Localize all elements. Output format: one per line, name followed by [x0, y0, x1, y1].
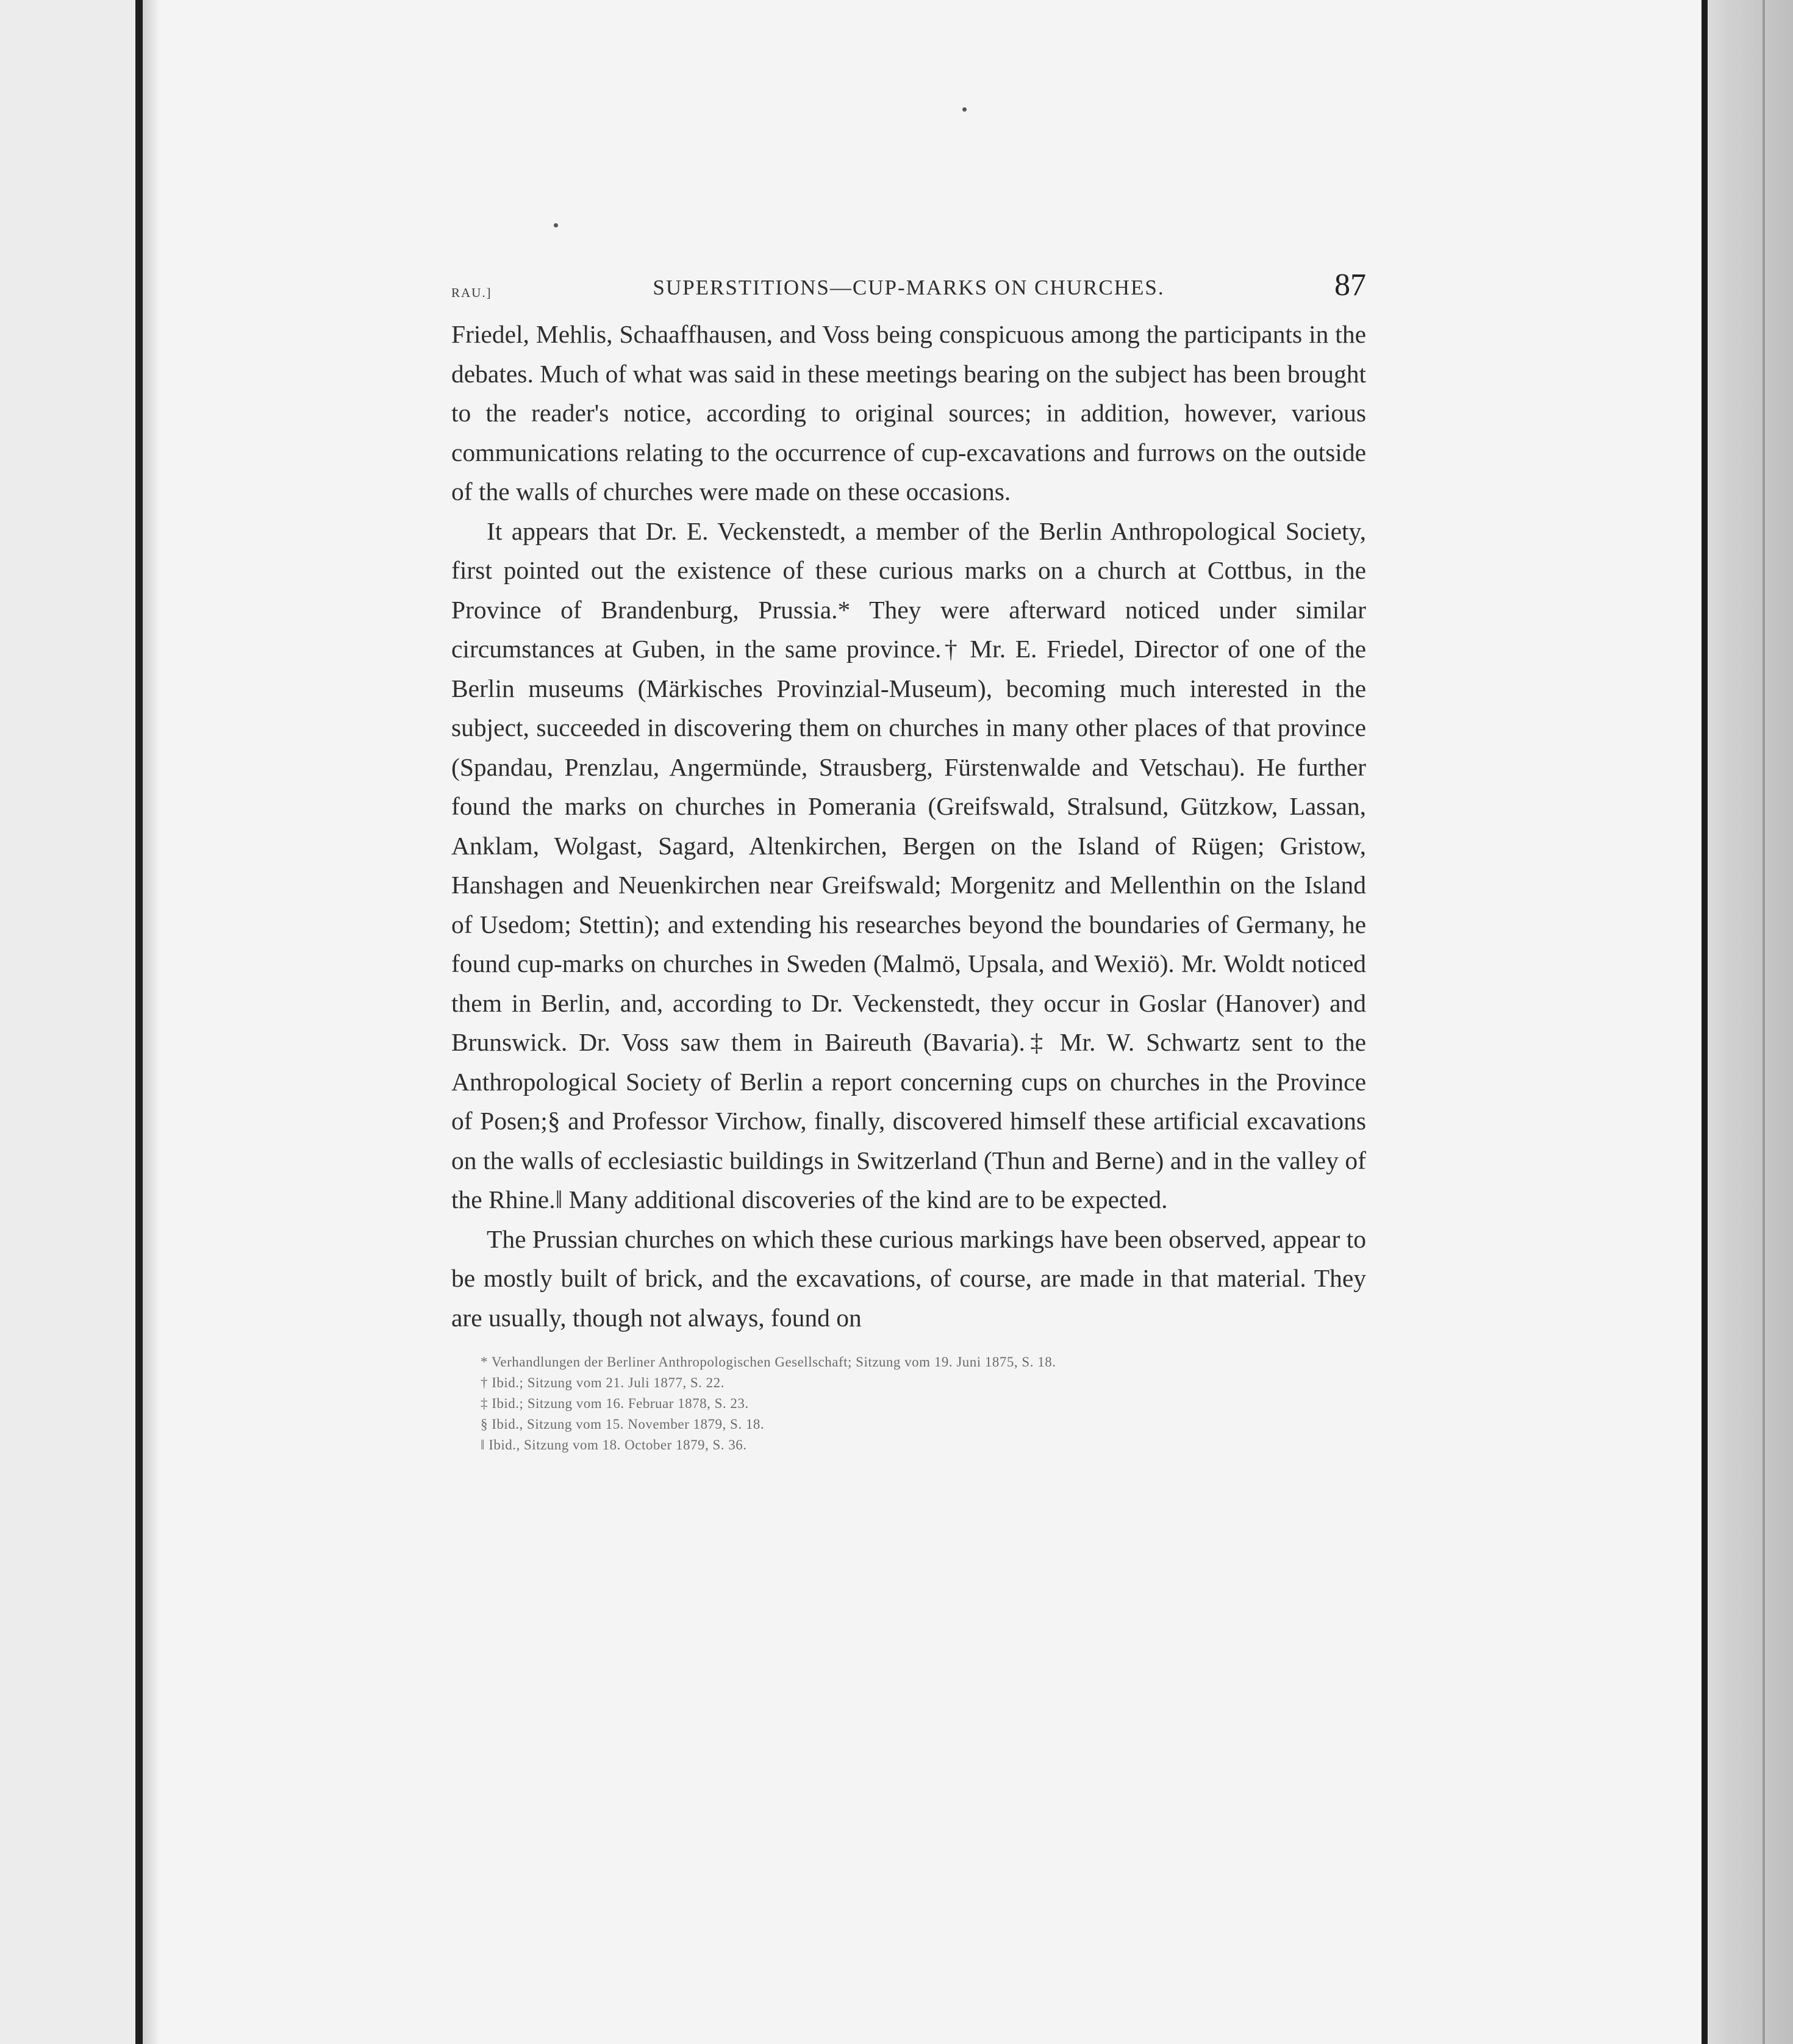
- footnote-2: † Ibid.; Sitzung vom 21. Juli 1877, S. 22.: [481, 1375, 725, 1390]
- footnote-3: ‡ Ibid.; Sitzung vom 16. Februar 1878, S. 23.: [481, 1396, 749, 1411]
- scan-speck: [554, 223, 558, 227]
- running-head-title: SUPERSTITIONS—CUP-MARKS ON CHURCHES.: [653, 276, 1165, 299]
- footnote-1: * Verhandlungen der Berliner Anthropologischen Gesellschaft; Sitzung vom 19. Juni 1875, S. 18.: [481, 1354, 1056, 1370]
- scan-right-edge: [1702, 0, 1793, 2044]
- scan-speck: [962, 107, 967, 112]
- paragraph-2: It appears that Dr. E. Veckenstedt, a member of the Berlin Anthropological Society, first pointed out the existence of these curious marks on a church at Cottbus, in the Province of Brandenburg, Prussia.* They were afterward noticed under similar circumstances at Guben, in the same province.† Mr. E. Friedel, Director of one of the Berlin museums (Märkisches Provinzial-Museum), becoming much interested in the subject, succeeded in discovering them on churches in many other places of that province (Spandau, Prenzlau, Angermünde, Strausberg, Fürstenwalde and Vetschau). He further found the marks on churches in Pomerania (Greifswald, Stralsund, Gützkow, Lassan, Anklam, Wolgast, Sagard, Altenkirchen, Bergen on the Island of Rügen; Gristow, Hanshagen and Neuenkirchen near Greifswald; Morgenitz and Mellenthin on the Island of Usedom; Stettin); and extending his researches beyond the boundaries of Germany, he found cup-marks on churches in Sweden (Malmö, Upsala, and Wexiö). Mr. Woldt noticed them in Berlin, and, according to Dr. Veckenstedt, they occur in Goslar (Hanover) and Brunswick. Dr. Voss saw them in Baireuth (Bavaria).‡ Mr. W. Schwartz sent to the Anthropological Society of Berlin a report concerning cups on churches in the Province of Posen;§ and Professor Virchow, finally, discovered himself these artificial excavations on the walls of ecclesiastic buildings in Switzerland (Thun and Berne) and in the valley of the Rhine.‖ Many additional discoveries of the kind are to be expected.: [451, 516, 1366, 1213]
- scan-right-page-edge: [1763, 0, 1765, 2044]
- book-gutter-line: [135, 0, 143, 2044]
- footnote-4: § Ibid., Sitzung vom 15. November 1879, S. 18.: [481, 1417, 765, 1432]
- running-head: [451, 267, 1366, 310]
- document-page: [451, 267, 1366, 1456]
- body-text: [451, 315, 1366, 1337]
- footnote-5: ‖ Ibid., Sitzung vom 18. October 1879, S. 36.: [481, 1437, 747, 1453]
- scan-left-margin: [0, 0, 135, 2044]
- running-head-author: RAU.]: [451, 285, 492, 300]
- page-number: 87: [1334, 268, 1366, 302]
- footnotes: [451, 1352, 1366, 1456]
- paragraph-3: The Prussian churches on which these curious markings have been observed, appear to be mostly built of brick, and the excavations, of course, are made in that material. They are usually, though not always, found on: [451, 1224, 1366, 1332]
- book-gutter-shadow: [143, 0, 161, 2044]
- paragraph-1: Friedel, Mehlis, Schaaffhausen, and Voss being conspicuous among the participants in the debates. Much of what was said in these meetings bearing on the subject has been brought to the reader's notice, according to original sources; in addition, however, various communications relating to the occurrence of cup-excavations and furrows on the outside of the walls of churches were made on these occasions.: [451, 320, 1366, 506]
